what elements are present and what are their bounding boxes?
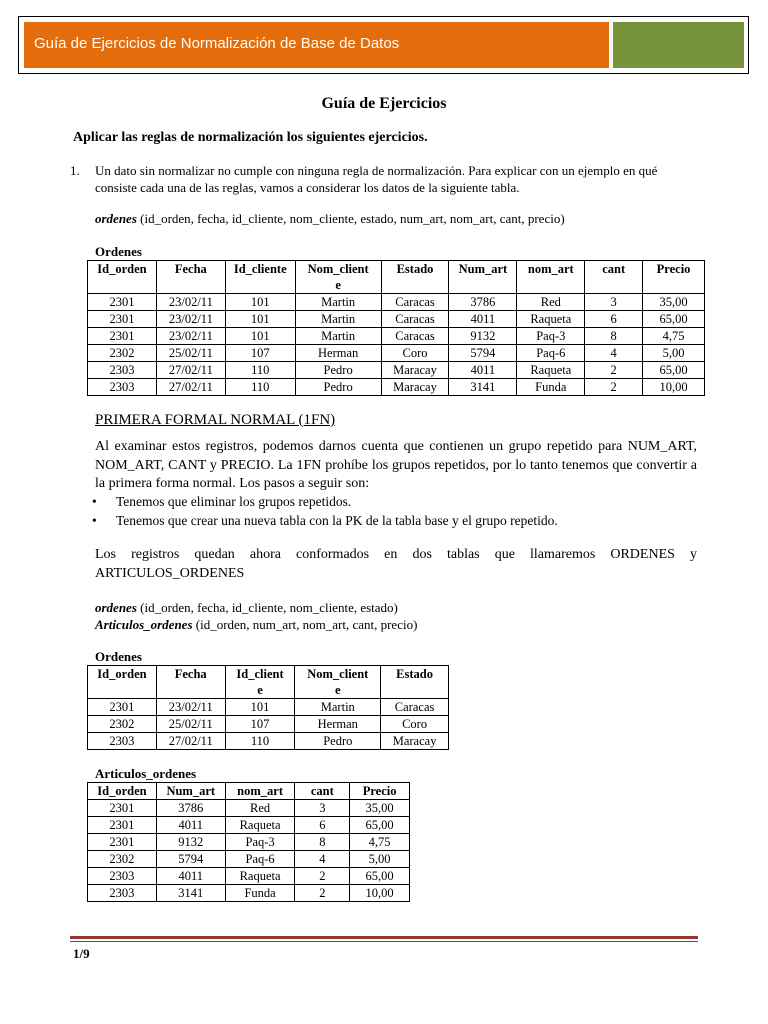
column-header: nom_art <box>517 261 585 294</box>
table-cell: 6 <box>585 311 643 328</box>
table-cell: 4,75 <box>350 834 410 851</box>
table-cell: 2 <box>295 885 350 902</box>
table-cell: Red <box>225 800 295 817</box>
table-cell: Martin <box>295 328 381 345</box>
column-header: Id_client e <box>225 666 295 699</box>
table-cell: 110 <box>225 733 295 750</box>
intro-line-2: consiste cada una de las reglas, vamos a considerar los datos de la siguiente tabla. <box>95 180 520 195</box>
table-row <box>88 716 449 733</box>
column-header: Id_orden <box>88 666 157 699</box>
table-row <box>88 834 410 851</box>
table-cell: 23/02/11 <box>156 328 225 345</box>
table-cell: Paq-6 <box>517 345 585 362</box>
table-cell: Martin <box>295 294 381 311</box>
table-cell: Raqueta <box>225 868 295 885</box>
exercise-intro <box>70 162 700 196</box>
table-header-row <box>88 261 705 294</box>
table-cell: Coro <box>381 716 449 733</box>
table-cell: Caracas <box>381 328 449 345</box>
ordenes-table-unnormalized <box>87 260 705 396</box>
table-cell: 8 <box>585 328 643 345</box>
column-header: Id_orden <box>88 783 157 800</box>
table-row <box>88 733 449 750</box>
table-cell: 65,00 <box>350 817 410 834</box>
table-cell: 2303 <box>88 868 157 885</box>
table-cell: 10,00 <box>350 885 410 902</box>
table-cell: 65,00 <box>350 868 410 885</box>
table-cell: 2 <box>585 379 643 396</box>
column-header: Precio <box>643 261 705 294</box>
table-cell: Pedro <box>295 379 381 396</box>
table-cell: 3786 <box>449 294 517 311</box>
table-row <box>88 294 705 311</box>
column-header: Num_art <box>156 783 225 800</box>
header-accent-block <box>612 21 745 69</box>
articulos-ordenes-table <box>87 782 410 902</box>
table-cell: 2303 <box>88 733 157 750</box>
table-cell: 5,00 <box>350 851 410 868</box>
schema-fields: (id_orden, num_art, nom_art, cant, precio) <box>192 617 418 632</box>
table-cell: 65,00 <box>643 362 705 379</box>
table-row <box>88 311 705 328</box>
column-header: Estado <box>381 261 449 294</box>
table-cell: 4 <box>295 851 350 868</box>
table-cell: Martin <box>295 311 381 328</box>
table-cell: Maracay <box>381 733 449 750</box>
table-cell: 107 <box>225 716 295 733</box>
table-cell: 4011 <box>156 817 225 834</box>
table-header-row <box>88 666 449 699</box>
table-cell: 2301 <box>88 800 157 817</box>
column-header: Id_orden <box>88 261 157 294</box>
table-cell: Paq-3 <box>517 328 585 345</box>
table-row <box>88 699 449 716</box>
table-row <box>88 800 410 817</box>
paragraph-1fn-explanation: Al examinar estos registros, podemos darnos cuenta que contienen un grupo repetido para NUM_ART, NOM_ART, CANT y PRECIO. La 1FN prohíbe los grupos repetidos, por lo tanto tenemos que convertir a la primera forma normal. Los pasos a seguir son: <box>95 439 697 491</box>
table-cell: 2302 <box>88 851 157 868</box>
table-cell: 101 <box>225 294 295 311</box>
table-cell: 65,00 <box>643 311 705 328</box>
column-header: cant <box>295 783 350 800</box>
table-cell: Caracas <box>381 699 449 716</box>
table-row <box>88 379 705 396</box>
table-cell: 3 <box>585 294 643 311</box>
table-cell: 2301 <box>88 817 157 834</box>
table-cell: 4011 <box>449 311 517 328</box>
column-header: Id_cliente <box>225 261 295 294</box>
table-row <box>88 345 705 362</box>
table-cell: 3786 <box>156 800 225 817</box>
doc-title: Guía de Ejercicios <box>321 95 447 112</box>
list-item: • Tenemos que eliminar los grupos repetidos. <box>92 494 352 509</box>
table-cell: 107 <box>225 345 295 362</box>
table-cell: 2303 <box>88 885 157 902</box>
table-row <box>88 328 705 345</box>
table-cell: 6 <box>295 817 350 834</box>
table-row <box>88 817 410 834</box>
table-cell: 25/02/11 <box>156 716 225 733</box>
table-cell: 27/02/11 <box>156 362 225 379</box>
table2-label: Ordenes <box>95 649 142 664</box>
table-cell: 3141 <box>449 379 517 396</box>
bullet-text: Tenemos que crear una nueva tabla con la PK de la tabla base y el grupo repetido. <box>116 513 558 528</box>
table-cell: 8 <box>295 834 350 851</box>
column-header: Estado <box>381 666 449 699</box>
table-cell: 4 <box>585 345 643 362</box>
table-cell: 5,00 <box>643 345 705 362</box>
table1-label: Ordenes <box>95 244 142 259</box>
column-header: nom_art <box>225 783 295 800</box>
steps-list <box>92 492 558 530</box>
table-cell: 101 <box>225 699 295 716</box>
table-cell: 2301 <box>88 834 157 851</box>
list-item: • Tenemos que crear una nueva tabla con la PK de la tabla base y el grupo repetido. <box>92 513 558 528</box>
column-header: Nom_client e <box>295 666 381 699</box>
footer-rule-thick <box>70 936 698 939</box>
table-row <box>88 362 705 379</box>
table-cell: Paq-6 <box>225 851 295 868</box>
table-cell: 27/02/11 <box>156 379 225 396</box>
table-cell: 2301 <box>88 311 157 328</box>
table-cell: 2 <box>295 868 350 885</box>
table-row <box>88 885 410 902</box>
table-cell: 2303 <box>88 362 157 379</box>
table-cell: 5794 <box>449 345 517 362</box>
table-cell: Caracas <box>381 311 449 328</box>
column-header: Precio <box>350 783 410 800</box>
table-cell: 23/02/11 <box>156 294 225 311</box>
table-cell: Herman <box>295 345 381 362</box>
table-row <box>88 851 410 868</box>
page-header <box>18 16 749 74</box>
schema-ordenes-unnormalized <box>95 211 565 227</box>
page-number: 1/9 <box>73 946 90 961</box>
table-cell: Red <box>517 294 585 311</box>
table-cell: Pedro <box>295 733 381 750</box>
table-cell: Raqueta <box>517 311 585 328</box>
table-cell: 25/02/11 <box>156 345 225 362</box>
table-cell: 4,75 <box>643 328 705 345</box>
table-cell: 10,00 <box>643 379 705 396</box>
item-number: 1. <box>70 163 80 178</box>
doc-subtitle: Aplicar las reglas de normalización los siguientes ejercicios. <box>73 130 428 145</box>
table-cell: 3141 <box>156 885 225 902</box>
footer-rule-thin <box>70 941 698 942</box>
schema-articulos-ordenes <box>95 617 417 633</box>
column-header: Num_art <box>449 261 517 294</box>
column-header: cant <box>585 261 643 294</box>
table-cell: 2302 <box>88 345 157 362</box>
table-cell: 110 <box>225 379 295 396</box>
table-cell: Maracay <box>381 379 449 396</box>
table-cell: 4011 <box>156 868 225 885</box>
table-row <box>88 868 410 885</box>
table-cell: 9132 <box>449 328 517 345</box>
table-cell: 2302 <box>88 716 157 733</box>
table-cell: 110 <box>225 362 295 379</box>
header-title: Guía de Ejercicios de Normalización de Base de Datos <box>34 35 400 52</box>
table-cell: 4011 <box>449 362 517 379</box>
table-cell: 2 <box>585 362 643 379</box>
table-cell: 5794 <box>156 851 225 868</box>
schema-name: ordenes <box>95 600 137 615</box>
table-cell: 2301 <box>88 699 157 716</box>
table-cell: 27/02/11 <box>156 733 225 750</box>
column-header: Nom_client e <box>295 261 381 294</box>
table-cell: Caracas <box>381 294 449 311</box>
schema-fields: (id_orden, fecha, id_cliente, nom_cliente, estado, num_art, nom_art, cant, precio) <box>136 211 565 226</box>
header-title-bar <box>23 21 610 69</box>
schema-fields: (id_orden, fecha, id_cliente, nom_cliente, estado) <box>136 600 398 615</box>
table-cell: Funda <box>225 885 295 902</box>
table-cell: 23/02/11 <box>156 699 225 716</box>
table-cell: Pedro <box>295 362 381 379</box>
table-cell: 101 <box>225 328 295 345</box>
bullet-text: Tenemos que eliminar los grupos repetidos. <box>116 494 352 509</box>
table-cell: 2301 <box>88 294 157 311</box>
paragraph-result: Los registros quedan ahora conformados en dos tablas que llamaremos ORDENES y ARTICULOS_ORDENES <box>95 547 697 581</box>
table-cell: Funda <box>517 379 585 396</box>
table-cell: Maracay <box>381 362 449 379</box>
column-header: Fecha <box>156 261 225 294</box>
table-cell: 2301 <box>88 328 157 345</box>
table-cell: 3 <box>295 800 350 817</box>
table-cell: 23/02/11 <box>156 311 225 328</box>
intro-line-1: Un dato sin normalizar no cumple con ninguna regla de normalización. Para explicar con un ejemplo en qué <box>95 163 658 178</box>
column-header: Fecha <box>156 666 225 699</box>
table-cell: 2303 <box>88 379 157 396</box>
table-cell: Herman <box>295 716 381 733</box>
table-cell: 9132 <box>156 834 225 851</box>
schema-name: Articulos_ordenes <box>95 617 193 632</box>
table-cell: 35,00 <box>643 294 705 311</box>
table-cell: Martin <box>295 699 381 716</box>
table-header-row <box>88 783 410 800</box>
table-cell: 101 <box>225 311 295 328</box>
schema-ordenes <box>95 600 398 616</box>
schema-name: ordenes <box>95 211 137 226</box>
table-cell: Paq-3 <box>225 834 295 851</box>
ordenes-table-1fn <box>87 665 449 750</box>
table-cell: Raqueta <box>225 817 295 834</box>
table-cell: Coro <box>381 345 449 362</box>
table-cell: Raqueta <box>517 362 585 379</box>
section-title-1fn: PRIMERA FORMAL NORMAL (1FN) <box>95 412 336 428</box>
table3-label: Articulos_ordenes <box>95 766 197 781</box>
table-cell: 35,00 <box>350 800 410 817</box>
